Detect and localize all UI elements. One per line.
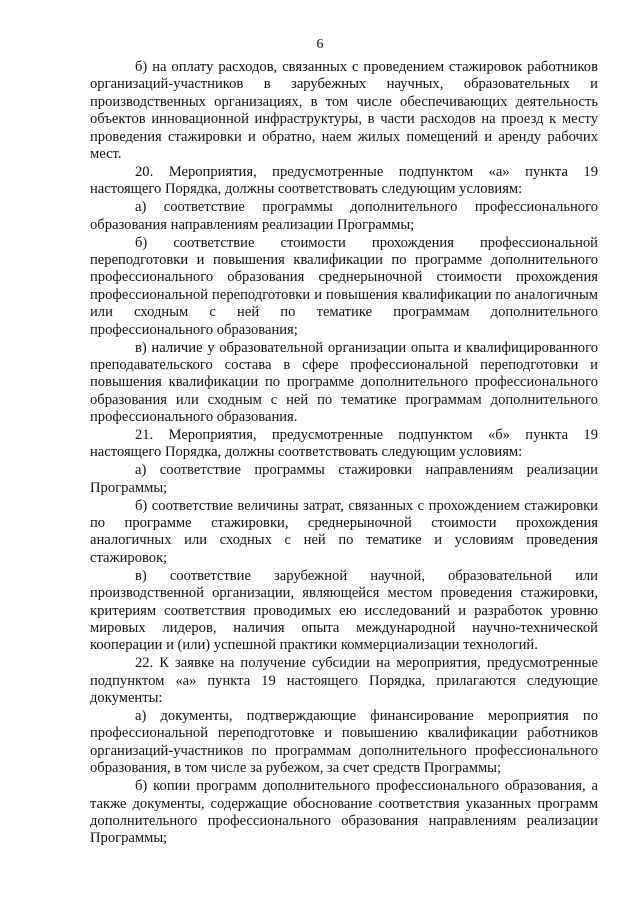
paragraph-21a: а) соответствие программы стажировки направлениям реализации Программы; — [90, 462, 598, 496]
paragraph-20c: в) наличие у образовательной организации опыта и квалифицированного преподавательского состава в сфере профессиональной переподготовки и повышения квалификации по программе дополнительного профессионального образования или сходным с ней по тематике программам дополнительного профессионального образования. — [90, 339, 598, 426]
paragraph-21b: б) соответствие величины затрат, связанных с прохождением стажировки по программе стажировки, среднерыночной стоимости прохождения аналогичных или сходных с ней по тематике и условиям проведения стажировок; — [90, 497, 598, 566]
paragraph-22: 22. К заявке на получение субсидии на мероприятия, предусмотренные подпунктом «а» пункта 19 настоящего Порядка, прилагаются следующие документы: — [90, 655, 598, 707]
paragraph-20b: б) соответствие стоимости прохождения профессиональной переподготовки и повышения квалификации по программе дополнительного профессионального образования среднерыночной стоимости прохождения профессиональной переподготовки и повышения квалификации по аналогичным или сходным с ней по тематике программам дополнительного профессионального образования; — [90, 234, 598, 338]
document-body — [90, 59, 598, 848]
paragraph-19b: б) на оплату расходов, связанных с проведением стажировок работников организаций-участников в зарубежных научных, образовательных и производственных организациях, в том числе обеспечивающих деятельность объектов инновационной инфраструктуры, в части расходов на проезд к месту проведения стажировки и обратно, наем жилых помещений и аренду рабочих мест. — [90, 59, 598, 163]
paragraph-21c: в) соответствие зарубежной научной, образовательной или производственной организации, являющейся местом проведения стажировки, критериям соответствия проводимых ею исследований и разработок уровню мировых лидеров, наличия опыта международной научно-технической кооперации и (или) успешной практики коммерциализации технологий. — [90, 567, 598, 654]
paragraph-20a: а) соответствие программы дополнительного профессионального образования направлениям реализации Программы; — [90, 199, 598, 233]
page-number: 6 — [316, 37, 324, 52]
paragraph-22a: а) документы, подтверждающие финансирование мероприятия по профессиональной переподготовке и повышению квалификации работников организаций-участников по программам дополнительного профессионального образования, в том числе за рубежом, за счет средств Программы; — [90, 708, 598, 777]
paragraph-20: 20. Мероприятия, предусмотренные подпунктом «а» пункта 19 настоящего Порядка, должны соответствовать следующим условиям: — [90, 163, 598, 198]
paragraph-21: 21. Мероприятия, предусмотренные подпунктом «б» пункта 19 настоящего Порядка, должны соответствовать следующим условиям: — [90, 427, 598, 461]
paragraph-22b: б) копии программ дополнительного профессионального образования, а также документы, содержащие обоснование соответствия указанных программ дополнительного профессионального образования направлениям реализации Программы; — [90, 778, 598, 847]
